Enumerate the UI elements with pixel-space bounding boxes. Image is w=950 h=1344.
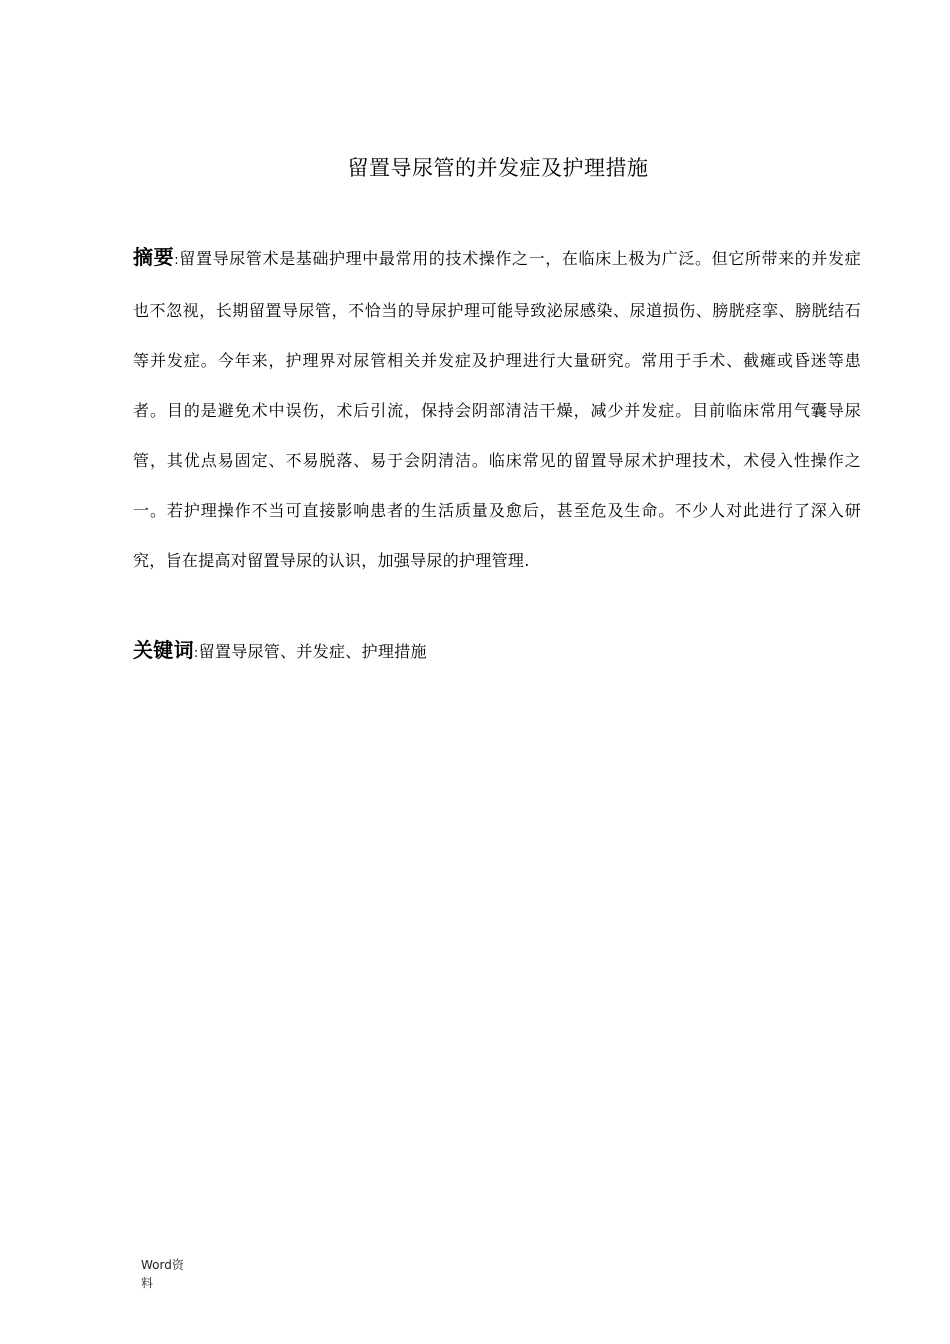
abstract-text: 留置导尿管术是基础护理中最常用的技术操作之一，在临床上极为广泛。但它所带来的并发症也不忽视，长期留置导尿管，不恰当的导尿护理可能导致泌尿感染、尿道损伤、膀胱痉挛、膀胱结石等并发症。今年来，护理界对尿管相关并发症及护理进行大量研究。常用于手术、截瘫或昏迷等患者。目的是避免术中误伤，术后引流，保持会阴部清洁干燥，减少并发症。目前临床常用气囊导尿管，其优点易固定、不易脱落、易于会阴清洁。临床常见的留置导尿术护理技术，术侵入性操作之一。若护理操作不当可直接影响患者的生活质量及愈后，甚至危及生命。不少人对此进行了深入研究，旨在提高对留置导尿的认识，加强导尿的护理管理. (133, 249, 861, 570)
abstract-colon: : (174, 253, 179, 268)
keywords-text: 留置导尿管、并发症、护理措施 (198, 642, 427, 661)
keywords-paragraph (133, 632, 861, 672)
abstract-paragraph (133, 232, 861, 586)
keywords-colon: : (193, 646, 199, 661)
abstract-label: 摘要 (133, 245, 175, 269)
document-title: 留置导尿管的并发症及护理措施 (347, 156, 649, 180)
page-footer: Word资料 (141, 1258, 184, 1290)
keywords-label: 关键词 (133, 638, 194, 662)
